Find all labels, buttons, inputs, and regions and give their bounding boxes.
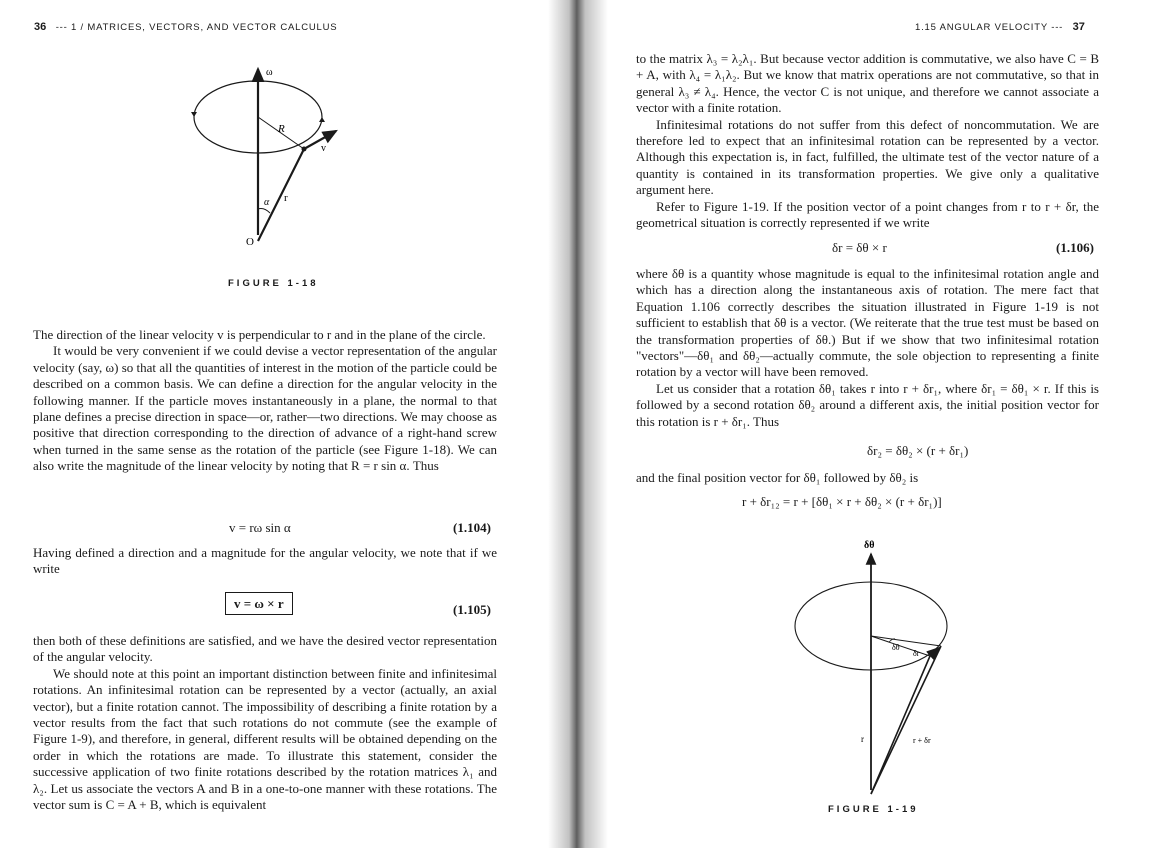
right-para-3: Refer to Figure 1-19. If the position vector of a point changes from r to r + δr, the geometrical situation is correctly represented if we write <box>636 198 1099 231</box>
right-running-head <box>915 21 1085 33</box>
left-para-5: We should note at this point an important distinction between finite and infinitesimal rotations. An infinitesimal rotation can be represented by a vector (actually, an axial vector), but a finite rotation cannot. The impossibility of describing a finite rotation by a vector results from the fact that such rotations do not commute (see the example of Figure 1-9), and therefore, in general, different results will be obtained depending on the order in which the rotations are made. To illustrate this statement, consider the successive application of two finite rotations described by the rotation matrices λ₁ and λ₂. Let us associate the vectors A and B in a one-to-one manner with these rotations. The vector sum is C = A + B, which is equivalent <box>33 665 497 813</box>
left-header-title: --- 1 / MATRICES, VECTORS, AND VECTOR CALCULUS <box>55 22 338 33</box>
r-label: r <box>284 192 288 204</box>
r-plus-dr-label: r + δr <box>913 736 931 745</box>
left-para-3: Having defined a direction and a magnitude for the angular velocity, we note that if we write <box>33 545 497 577</box>
right-text-block-1 <box>636 51 1099 231</box>
left-text-block-2 <box>33 545 497 578</box>
omega-label: ω <box>266 67 273 78</box>
position-vector-r <box>258 149 304 241</box>
velocity-vector-v <box>304 131 336 149</box>
equation-1-105-number: (1.105) <box>453 602 491 617</box>
dr-label: δr <box>913 649 920 658</box>
r-label-2: r <box>861 734 864 744</box>
position-vector-r-plus-dr <box>871 646 941 794</box>
left-running-head <box>34 21 337 33</box>
right-page-number: 37 <box>1072 21 1085 33</box>
left-para-1: The direction of the linear velocity v is perpendicular to r and in the plane of the circle. <box>33 327 486 342</box>
equation-1-106: δr = δθ × r <box>832 240 887 255</box>
equation-1-104: v = rω sin α <box>229 520 291 535</box>
figure-1-19 <box>785 532 965 802</box>
right-text-block-2 <box>636 266 1099 430</box>
equation-dr2: δr₂ = δθ₂ × (r + δr₁) <box>867 443 969 458</box>
left-para-4: then both of these definitions are satisfied, and we have the desired vector representation of the angular velocity. <box>33 633 497 665</box>
left-page <box>0 0 560 848</box>
right-header-title: 1.15 ANGULAR VELOCITY --- <box>915 22 1064 33</box>
right-para-6: and the final position vector for δθ₁ followed by δθ₂ is <box>636 470 919 485</box>
R-label: R <box>278 123 285 135</box>
radius-line-1 <box>871 636 930 656</box>
equation-1-104-number: (1.104) <box>453 520 491 535</box>
dtheta-angle-label: δθ <box>892 643 900 652</box>
left-page-number: 36 <box>34 21 47 33</box>
alpha-label: α <box>264 197 270 208</box>
equation-1-105-box <box>225 596 293 612</box>
right-para-4: where δθ is a quantity whose magnitude is equal to the infinitesimal rotation angle and which has a direction along the instantaneous axis of rotation. The mere fact that Equation 1.106 correctly describes the situation illustrated in Figure 1-19 is not sufficient to establish that δθ is a vector. (We reiterate that the true test must be based on the transformation properties of δθ.) But if we show that two infinitesimal rotation "vectors"—δθ₁ and δθ₂—actually commute, the sole objection to representing a finite rotation by a vector will have been removed. <box>636 266 1099 380</box>
right-para-1: to the matrix λ₃ = λ₂λ₁. But because vector addition is commutative, we also have C = B + A, with λ₄ = λ₁λ₂. But we know that matrix operations are not commutative, so that in general λ₃ ≠ λ₄. Hence, the vector C is not unique, and therefore we cannot associate a vector with a finite rotation. <box>636 51 1099 116</box>
left-text-block-3 <box>33 633 497 813</box>
right-text-block-3 <box>636 470 1099 486</box>
figure-1-18 <box>180 55 360 255</box>
figure-1-19-caption: FIGURE 1-19 <box>828 804 919 815</box>
equation-1-105: v = ω × r <box>225 592 293 615</box>
v-label: v <box>321 143 326 154</box>
left-para-2: It would be very convenient if we could devise a vector representation of the angular velocity (say, ω) so that all the quantities of interest in the motion of the particle could be described on a common basis. We can define a direction for the angular velocity in the following manner. If the particle moves instantaneously in a plane, the normal to that plane defines a precise direction in space—or, rather—two directions. We may choose as positive that direction corresponding to the direction of advance of a right-hand screw when turned in the same sense as the rotation of the particle (see Figure 1-18). We can also write the magnitude of the linear velocity by noting that R = r sin α. Thus <box>33 343 497 474</box>
circle-arrow-left <box>191 112 197 117</box>
dtheta-axis-label: δθ <box>864 540 875 551</box>
radius-line-2 <box>871 636 941 646</box>
right-page <box>560 0 1170 848</box>
figure-1-18-caption: FIGURE 1-18 <box>228 278 319 289</box>
circle-arrow-right <box>319 117 325 122</box>
left-text-block-1 <box>33 327 497 475</box>
right-para-2: Infinitesimal rotations do not suffer from this defect of noncommutation. We are therefore led to expect that an infinitesimal rotation can be represented by a vector. Although this expectation is, in fact, fulfilled, the ultimate test of the vector nature of a quantity is contained in its transformation properties. We give only a qualitative argument here. <box>636 116 1099 198</box>
book-gutter-shadow <box>548 0 608 848</box>
origin-label: O <box>246 236 254 248</box>
alpha-arc <box>258 209 270 214</box>
equation-r-dr12: r + δr₁₂ = r + [δθ₁ × r + δθ₂ × (r + δr₁)] <box>742 494 942 509</box>
right-para-5: Let us consider that a rotation δθ₁ takes r into r + δr₁, where δr₁ = δθ₁ × r. If this is followed by a second rotation δθ₂ around a different axis, the initial position vector for this rotation is r + δr₁. Thus <box>636 380 1099 429</box>
equation-1-106-number: (1.106) <box>1056 240 1094 255</box>
position-vector-r-2 <box>871 656 930 794</box>
